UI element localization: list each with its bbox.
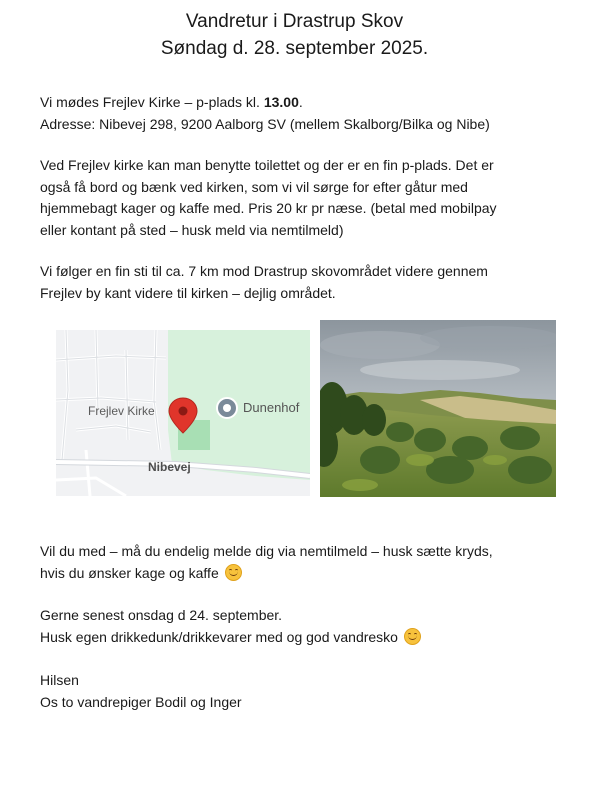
facilities-line-3: hjemmebagt kager og kaffe med. Pris 20 kr pr næse. (betal med mobilpay [40, 200, 497, 216]
deadline-line-1: Gerne senest onsdag d 24. september. [40, 607, 283, 623]
poi-marker-icon[interactable] [217, 398, 237, 418]
map-label-church: Frejlev Kirke [88, 404, 155, 418]
route-paragraph [40, 261, 570, 304]
smiling-face-emoji-icon [225, 564, 242, 581]
route-line-1: Vi følger en fin sti til ca. 7 km mod Drastrup skovområdet videre gennem [40, 263, 488, 279]
landscape-photo [320, 320, 556, 497]
signup-line-2-text: hvis du ønsker kage og kaffe [40, 564, 219, 581]
title-line-1: Vandretur i Drastrup Skov [185, 11, 404, 32]
smiling-face-emoji-icon [404, 628, 421, 645]
map-label-road: Nibevej [148, 460, 191, 474]
title-line-2: Søndag d. 28. september 2025. [160, 38, 429, 59]
meeting-line [40, 92, 570, 114]
facilities-line-4: eller kontant på sted – husk meld via nemtilmeld) [40, 221, 344, 238]
deadline-paragraph [40, 605, 570, 648]
deadline-line-2 [40, 627, 570, 649]
deadline-line-2-text: Husk egen drikkedunk/drikkevarer med og god vandresko [40, 628, 398, 645]
route-line-2: Frejlev by kant videre til kirken – dejlig området. [40, 284, 336, 301]
signup-line-2 [40, 563, 570, 585]
closing-signature: Os to vandrepiger Bodil og Inger [40, 693, 242, 710]
facilities-line-2: også få bord og bænk ved kirken, som vi vil sørge for efter gåtur med [40, 178, 468, 195]
facilities-paragraph [40, 155, 570, 241]
meeting-time: 13.00 [263, 94, 299, 110]
facilities-line-1: Ved Frejlev kirke kan man benytte toilettet og der er en fin p-plads. Det er [40, 157, 494, 173]
meeting-suffix: . [298, 94, 303, 110]
document-title [0, 8, 589, 62]
meeting-paragraph [40, 92, 570, 135]
closing-greeting: Hilsen [40, 672, 79, 688]
map-label-place: Dunenhof [243, 400, 300, 415]
location-map[interactable] [56, 330, 310, 496]
meeting-text: Vi mødes Frejlev Kirke – p-plads kl. [40, 94, 264, 110]
landscape-photo-image [320, 320, 556, 497]
signup-line-1: Vil du med – må du endelig melde dig via nemtilmeld – husk sætte kryds, [40, 543, 493, 559]
closing-paragraph [40, 670, 570, 713]
signup-paragraph [40, 541, 570, 584]
address-line: Adresse: Nibevej 298, 9200 Aalborg SV (mellem Skalborg/Bilka og Nibe) [40, 115, 490, 132]
